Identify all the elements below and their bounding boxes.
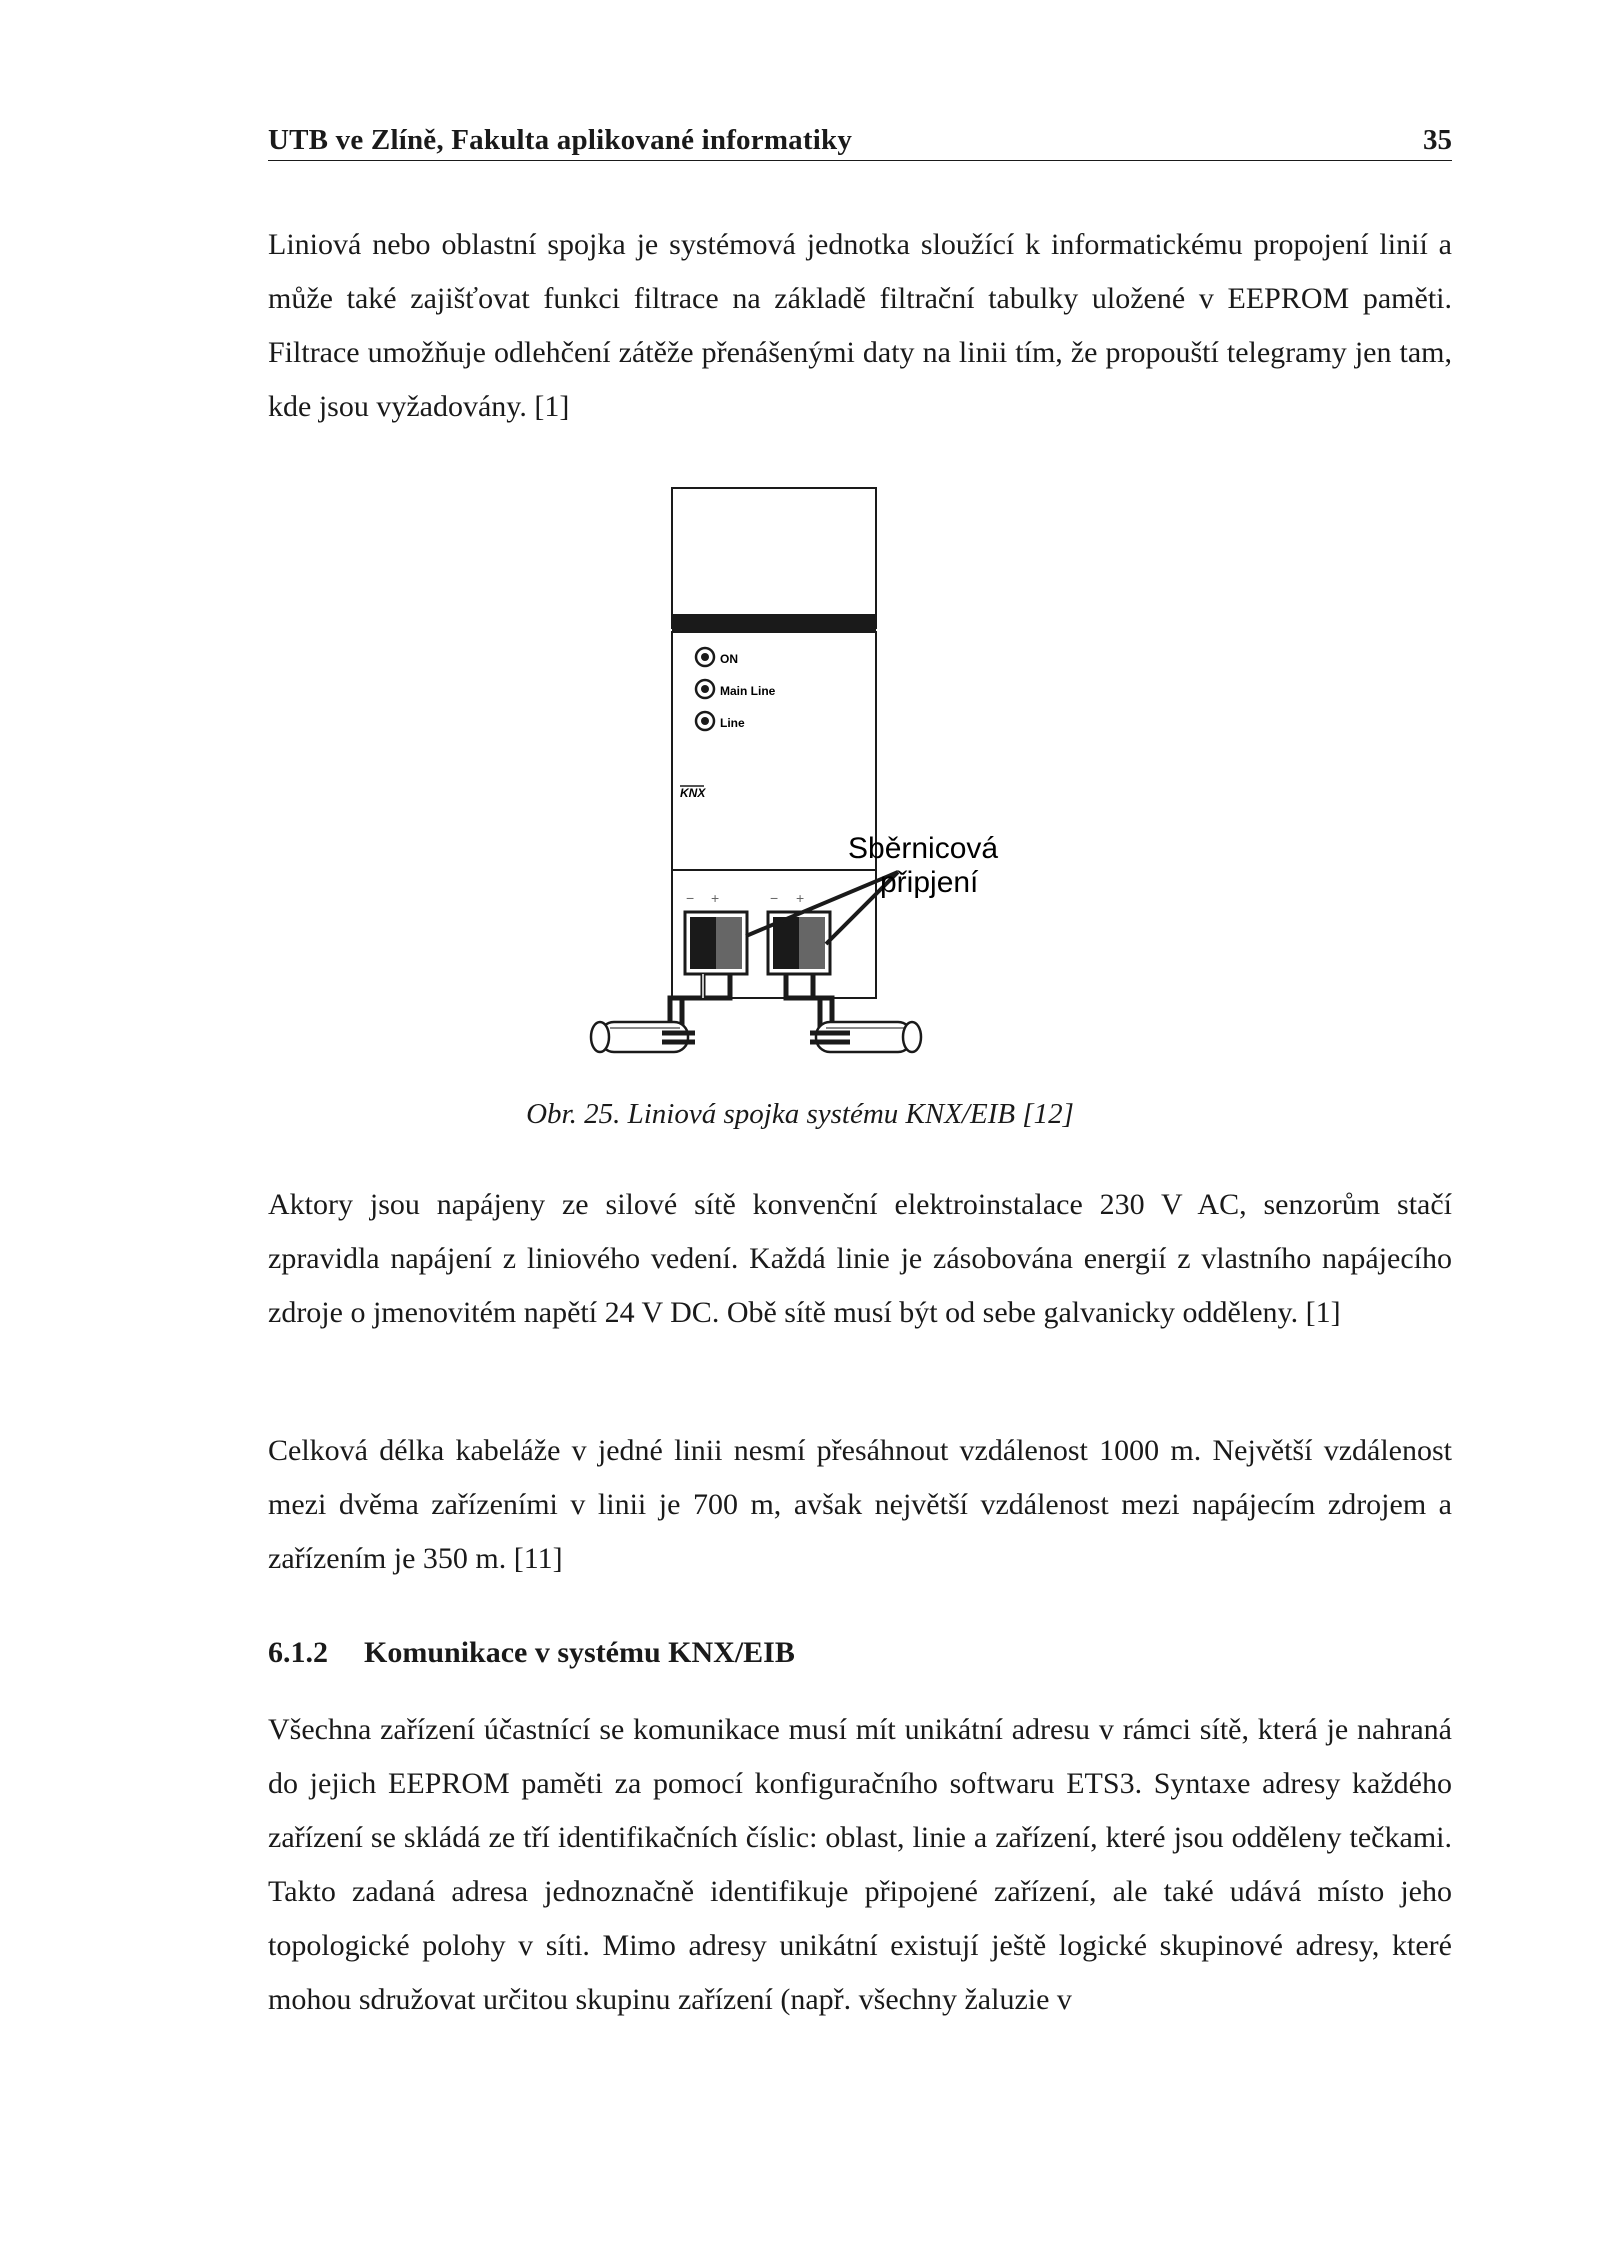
paragraph-line-coupler: Liniová nebo oblastní spojka je systémová jednotka sloužící k informatickému propojení linií a může také zajišťovat funkci filtrace na základě filtrační tabulky uložené v EEPROM paměti. Filtrace umožňuje odlehčení zátěže přenášenými daty na linii tím, že propouští telegramy jen tam, kde jsou vyžadovány. [1] xyxy=(268,228,1452,423)
terminal-mark-plus-1: + xyxy=(711,890,720,906)
paragraph-power-supply: Aktory jsou napájeny ze silové sítě konvenční elektroinstalace 230 V AC, senzorům stačí zpravidla napájení z liniového vedení. Každá linie je zásobována energií z vlastního napájecího zdroje o jmenovitém napětí 24 V DC. Obě sítě musí být od sebe galvanicky odděleny. [1] xyxy=(268,1188,1452,1329)
callout-label-line2: připjení xyxy=(880,866,979,899)
figure-line-coupler xyxy=(570,480,1170,1090)
section-title: Komunikace v systému KNX/EIB xyxy=(364,1636,795,1669)
led-on-icon xyxy=(696,648,714,666)
terminal-mark-minus-1: − xyxy=(686,890,695,906)
led-line-icon xyxy=(696,712,714,730)
page-number: 35 xyxy=(1423,124,1452,156)
terminal-mark-minus-2: − xyxy=(770,890,779,906)
device-top-housing xyxy=(672,488,876,628)
led-main-line-icon xyxy=(696,680,714,698)
paragraph-cable-length: Celková délka kabeláže v jedné linii nesmí přesáhnout vzdálenost 1000 m. Největší vzdálenost mezi dvěma zařízeními v linii je 700 m, avšak největší vzdálenost mezi napájecím zdrojem a zařízením je 350 m. [11] xyxy=(268,1434,1452,1575)
section-number: 6.1.2 xyxy=(268,1636,328,1669)
device-illustration xyxy=(570,480,1170,1090)
paragraph-communication: Všechna zařízení účastnící se komunikace musí mít unikátní adresu v rámci sítě, která je nahraná do jejich EEPROM paměti za pomocí konfiguračního softwaru ETS3. Syntaxe adresy každého zařízení se skládá ze tří identifikačních číslic: oblast, linie a zařízení, které jsou odděleny tečkami. Takto zadaná adresa jednoznačně identifikuje připojené zařízení, ale také udává místo jeho topologické polohy v síti. Mimo adresy unikátní existují ještě logické skupinové adresy, které mohou sdružovat určitou skupinu zařízení (např. všechny žaluzie v xyxy=(268,1713,1452,2016)
knx-logo: KNX xyxy=(680,786,706,800)
page-header xyxy=(268,120,1452,161)
device-body xyxy=(672,632,876,870)
section-heading xyxy=(268,1636,795,1670)
terminal-mark-plus-2: + xyxy=(796,890,805,906)
led-label-on: ON xyxy=(720,652,738,666)
figure-caption: Obr. 25. Liniová spojka systému KNX/EIB [12] xyxy=(526,1098,1074,1130)
running-title: UTB ve Zlíně, Fakulta aplikované informatiky xyxy=(268,124,853,156)
led-label-main-line: Main Line xyxy=(720,684,776,698)
led-label-line: Line xyxy=(720,716,745,730)
device-black-band xyxy=(672,614,876,632)
bus-connector-left xyxy=(685,912,747,974)
callout-label-line1: Sběrnicová xyxy=(848,832,999,865)
